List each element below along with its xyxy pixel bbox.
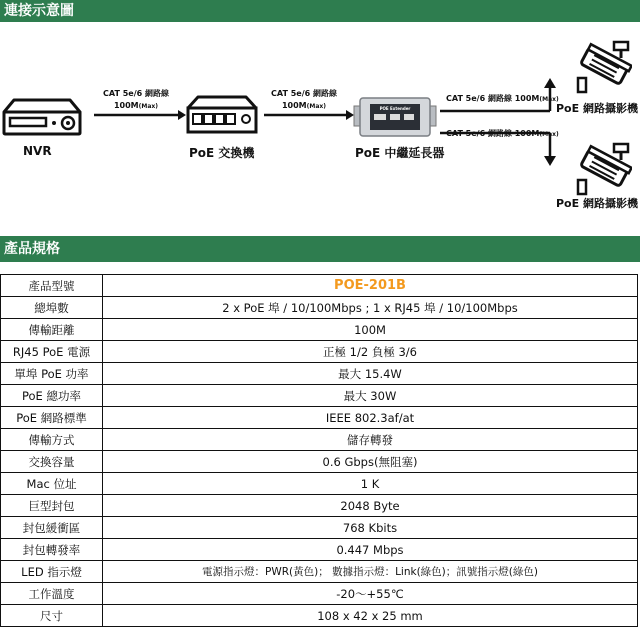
spec-value: 100M — [103, 319, 638, 341]
table-row — [1, 583, 638, 605]
cable-max: (Max) — [539, 96, 559, 103]
table-row — [1, 429, 638, 451]
spec-label: Mac 位址 — [1, 473, 103, 495]
camera-icon — [574, 140, 632, 198]
table-row — [1, 319, 638, 341]
spec-label: PoE 網路標準 — [1, 407, 103, 429]
nvr-label: NVR — [23, 144, 52, 158]
spec-value: 最大 30W — [103, 385, 638, 407]
arrow-icon — [264, 110, 354, 120]
table-row — [1, 363, 638, 385]
extender-label: PoE 中繼延長器 — [355, 146, 445, 160]
cable-type: CAT 5e/6 網路線 — [103, 89, 169, 98]
branch-lines — [440, 66, 570, 176]
table-row — [1, 539, 638, 561]
table-row — [1, 407, 638, 429]
switch-icon — [186, 94, 258, 136]
table-row — [1, 451, 638, 473]
cable-max: (Max) — [306, 103, 327, 110]
extender-icon — [352, 94, 438, 140]
table-row — [1, 517, 638, 539]
spec-value: -20～+55℃ — [103, 583, 638, 605]
spec-label: 傳輸距離 — [1, 319, 103, 341]
spec-value: 1 K — [103, 473, 638, 495]
table-row — [1, 341, 638, 363]
table-row — [1, 473, 638, 495]
spec-value: 電源指示燈：PWR(黃色)； 數據指示燈：Link(綠色)；訊號指示燈(綠色) — [103, 561, 638, 583]
extender-device-text: POE Extender — [379, 106, 411, 111]
spec-value: 儲存轉發 — [103, 429, 638, 451]
spec-value: 最大 15.4W — [103, 363, 638, 385]
table-row — [1, 561, 638, 583]
spec-label: RJ45 PoE 電源 — [1, 341, 103, 363]
spec-label: 尺寸 — [1, 605, 103, 627]
cable-max: (Max) — [539, 131, 559, 138]
connection-diagram — [0, 22, 640, 236]
spec-value-model: POE-201B — [103, 275, 638, 297]
table-row — [1, 605, 638, 627]
spec-label: 傳輸方式 — [1, 429, 103, 451]
spec-label: PoE 總功率 — [1, 385, 103, 407]
spec-label: 交換容量 — [1, 451, 103, 473]
section-header-spec — [0, 236, 640, 262]
spec-value: IEEE 802.3af/at — [103, 407, 638, 429]
spec-label: 單埠 PoE 功率 — [1, 363, 103, 385]
cable-max: (Max) — [138, 103, 159, 110]
nvr-icon — [2, 98, 82, 136]
spec-label: LED 指示燈 — [1, 561, 103, 583]
spec-label: 產品型號 — [1, 275, 103, 297]
cable-label-bottom — [446, 128, 559, 141]
cable-inline: CAT 5e/6 網路線 100M — [446, 94, 540, 103]
camera-icon — [574, 38, 632, 96]
spec-label: 巨型封包 — [1, 495, 103, 517]
spec-value: 0.447 Mbps — [103, 539, 638, 561]
camera-label: PoE 網路攝影機 — [556, 102, 638, 115]
spec-value: 0.6 Gbps(無阻塞) — [103, 451, 638, 473]
cable-label-top — [446, 93, 559, 106]
cable-type: CAT 5e/6 網路線 — [271, 89, 337, 98]
spec-label: 封包緩衝區 — [1, 517, 103, 539]
camera-label: PoE 網路攝影機 — [556, 197, 638, 210]
table-row — [1, 275, 638, 297]
spec-table — [0, 274, 638, 627]
section-header-diagram — [0, 0, 640, 22]
table-row — [1, 385, 638, 407]
spec-label: 總埠數 — [1, 297, 103, 319]
cable-inline: CAT 5e/6 網路線 100M — [446, 129, 540, 138]
cable-speed: 100M — [281, 101, 307, 110]
switch-label: PoE 交換機 — [189, 146, 255, 160]
table-row — [1, 495, 638, 517]
spec-value: 768 Kbits — [103, 517, 638, 539]
spec-value: 2048 Byte — [103, 495, 638, 517]
section-title: 產品規格 — [4, 241, 60, 257]
spec-value: 正極 1/2 負極 3/6 — [103, 341, 638, 363]
table-row — [1, 297, 638, 319]
spec-value: 2 x PoE 埠 / 10/100Mbps ; 1 x RJ45 埠 / 10/100Mbps — [103, 297, 638, 319]
spec-label: 工作溫度 — [1, 583, 103, 605]
cable-speed: 100M — [113, 101, 139, 110]
spec-value: 108 x 42 x 25 mm — [103, 605, 638, 627]
spec-label: 封包轉發率 — [1, 539, 103, 561]
section-title: 連接示意圖 — [4, 3, 74, 19]
arrow-icon — [94, 110, 186, 120]
